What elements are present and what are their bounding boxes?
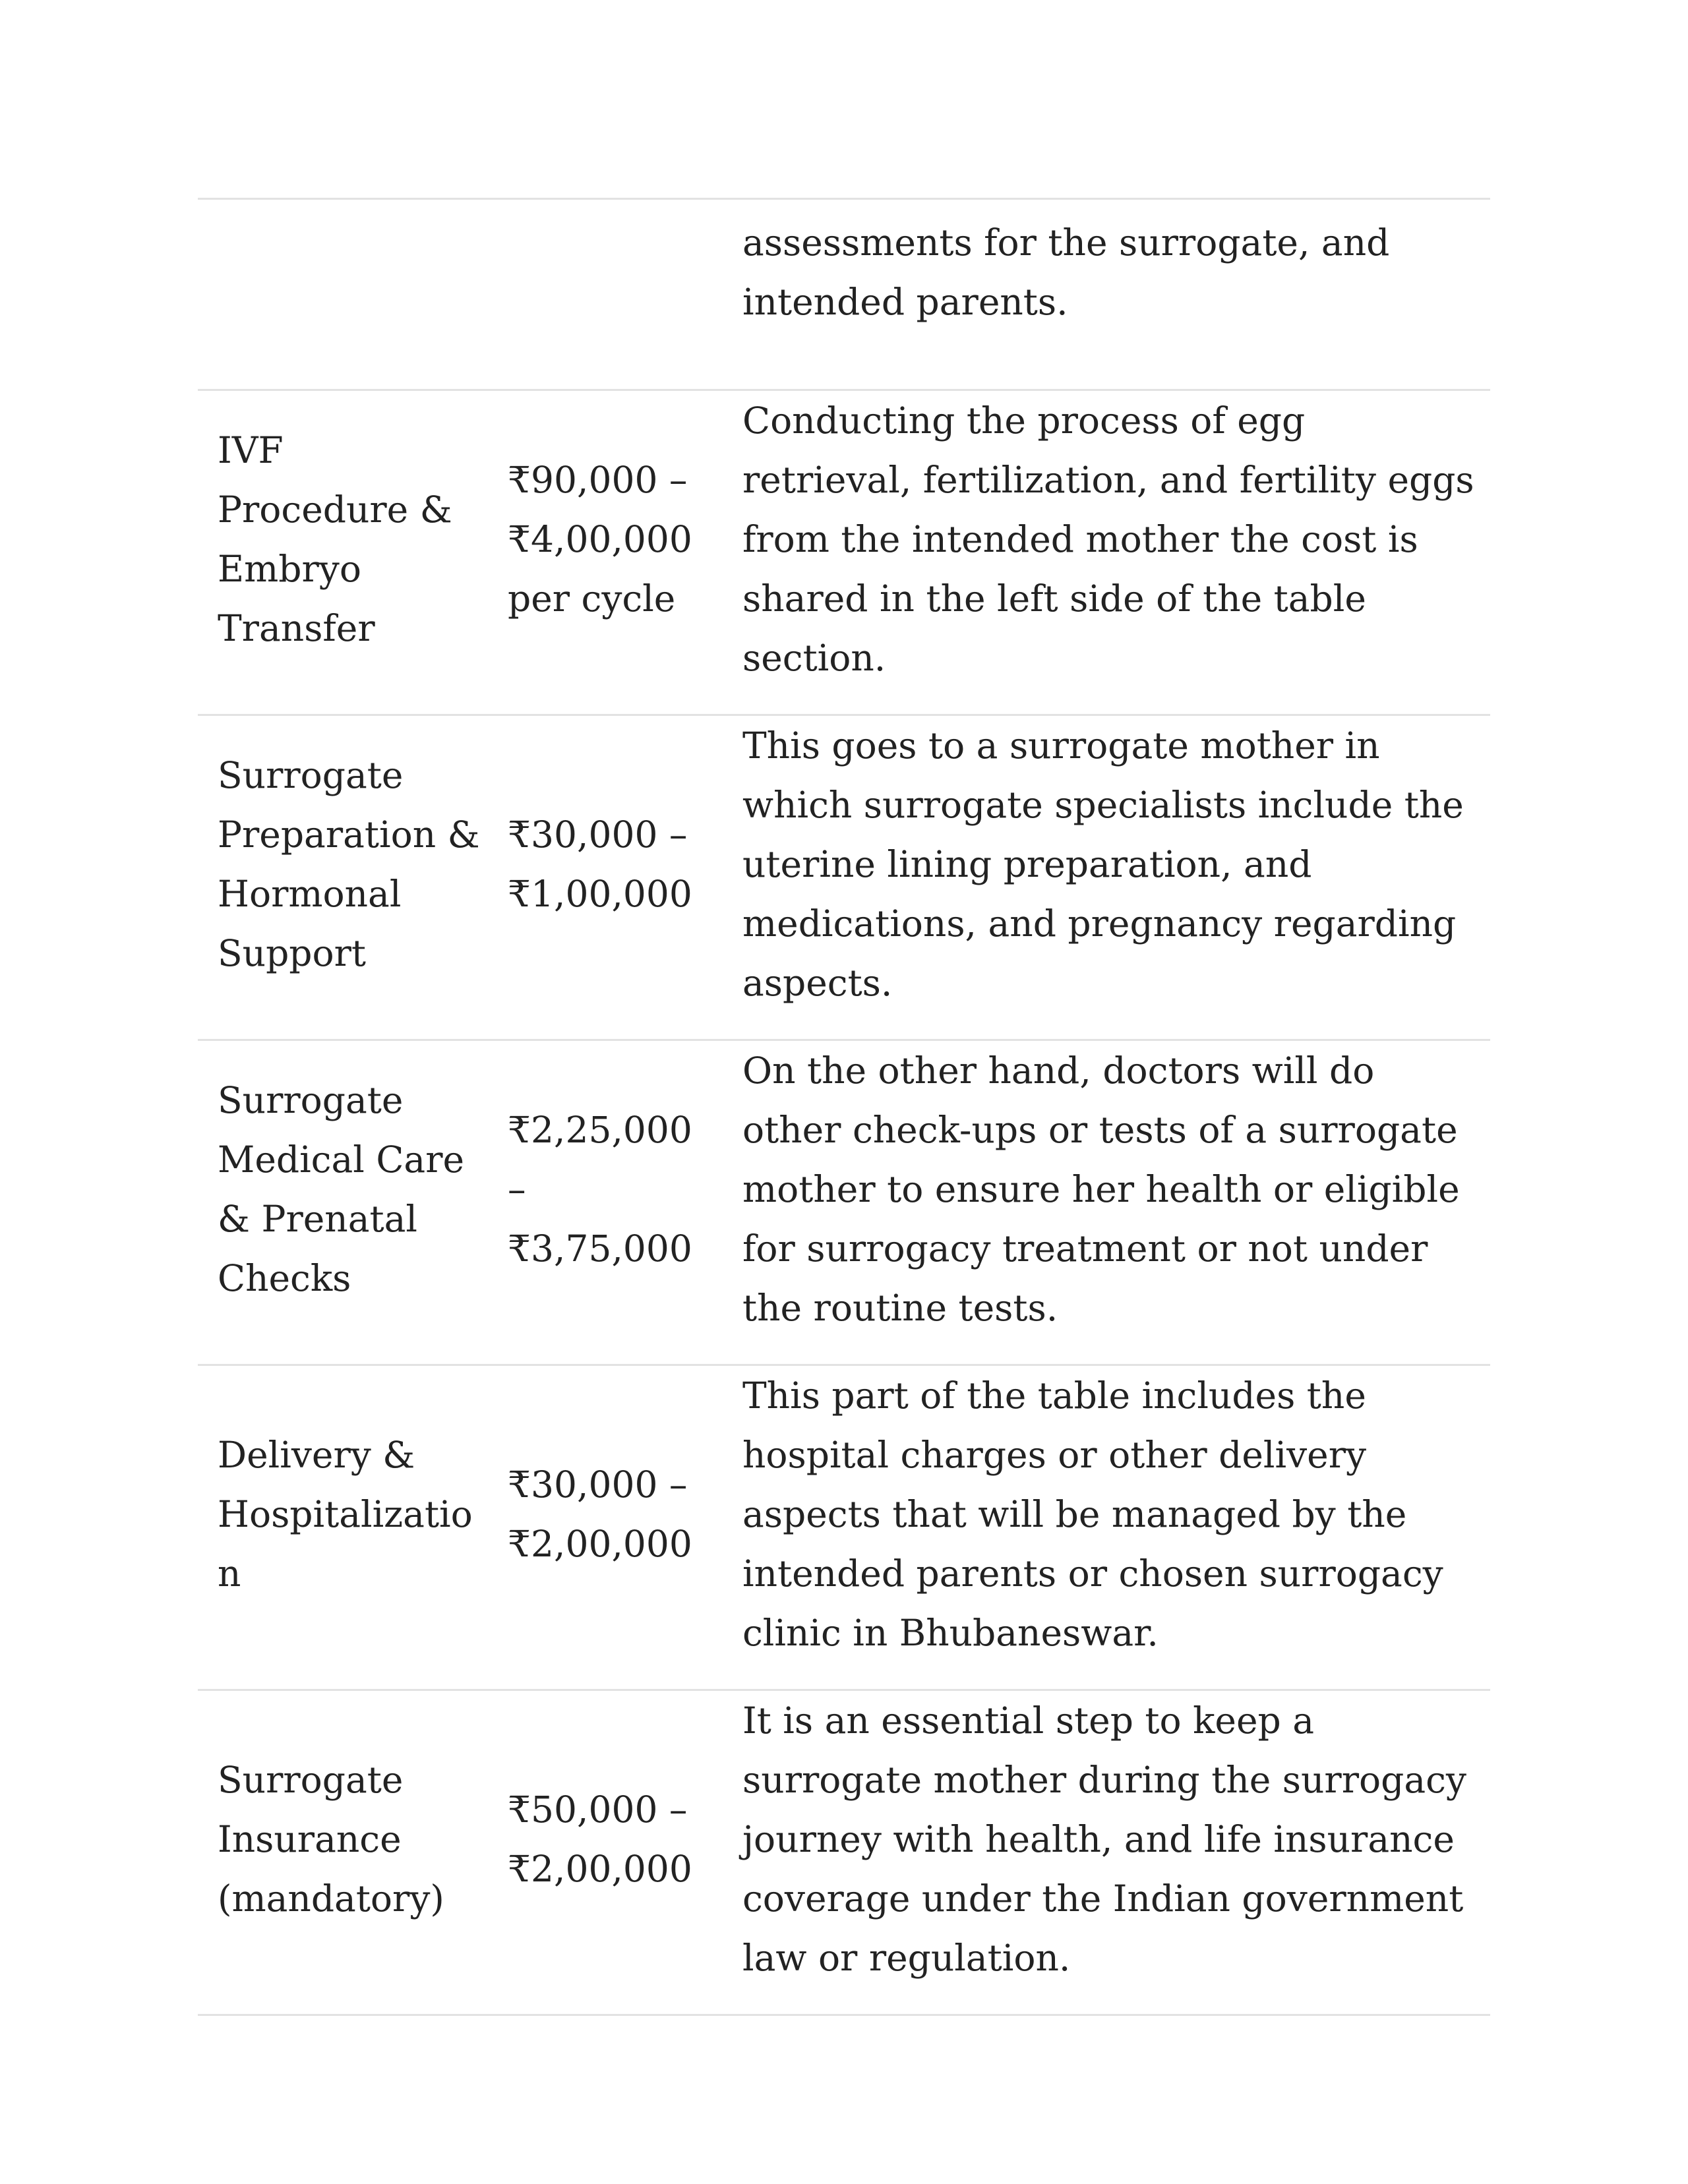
service-text: Surrogate Medical Care & Prenatal Checks [218, 1079, 465, 1299]
cost-cell [495, 1690, 725, 2015]
description-cell [725, 390, 1490, 715]
cost-text: ₹50,000 – ₹2,00,000 [508, 1788, 692, 1890]
cost-text: ₹90,000 – ₹4,00,000 per cycle [508, 459, 692, 620]
cost-table [198, 198, 1490, 2016]
cost-cell [495, 715, 725, 1040]
cost-cell [495, 1040, 725, 1365]
description-text: Conducting the process of egg retrieval, fertilization, and fertility eggs from the intended mother the cost is shared in the left side of the table section. [742, 399, 1474, 679]
service-cell [198, 390, 495, 715]
table-row [198, 199, 1490, 390]
cost-text: ₹2,25,000 – ₹3,75,000 [508, 1109, 692, 1270]
table-row [198, 390, 1490, 715]
description-text: It is an essential step to keep a surrogate mother during the surrogacy journey with health, and life insurance coverage under the Indian government law or regulation. [742, 1699, 1466, 1979]
cost-table-container [198, 198, 1490, 2016]
service-cell [198, 1690, 495, 2015]
service-cell [198, 715, 495, 1040]
service-text: Delivery & Hospitalization [218, 1434, 473, 1595]
description-text: This goes to a surrogate mother in which surrogate specialists include the uterine lining preparation, and medications, and pregnancy regarding aspects. [742, 724, 1464, 1004]
service-text: Surrogate Preparation & Hormonal Support [218, 754, 480, 974]
description-cell [725, 1690, 1490, 2015]
table-row [198, 1040, 1490, 1365]
cost-cell [495, 1365, 725, 1690]
description-text: On the other hand, doctors will do other check-ups or tests of a surrogate mother to ensure her health or eligible for surrogacy treatment or not under the routine tests. [742, 1049, 1460, 1329]
cost-cell [495, 390, 725, 715]
service-cell [198, 1040, 495, 1365]
service-cell [198, 1365, 495, 1690]
description-cell [725, 199, 1490, 390]
description-cell [725, 1040, 1490, 1365]
service-cell [198, 199, 495, 390]
table-row [198, 1365, 1490, 1690]
service-text: Surrogate Insurance (mandatory) [218, 1759, 444, 1920]
cost-text: ₹30,000 – ₹2,00,000 [508, 1463, 692, 1565]
description-text: This part of the table includes the hospital charges or other delivery aspects that will be managed by the intended parents or chosen surrogacy clinic in Bhubaneswar. [742, 1374, 1443, 1654]
service-text: IVF Procedure & Embryo Transfer [218, 429, 452, 649]
table-row [198, 1690, 1490, 2015]
table-row [198, 715, 1490, 1040]
cost-text: ₹30,000 – ₹1,00,000 [508, 813, 692, 915]
description-cell [725, 715, 1490, 1040]
description-text: assessments for the surrogate, and intended parents. [742, 221, 1390, 323]
cost-cell [495, 199, 725, 390]
description-cell [725, 1365, 1490, 1690]
